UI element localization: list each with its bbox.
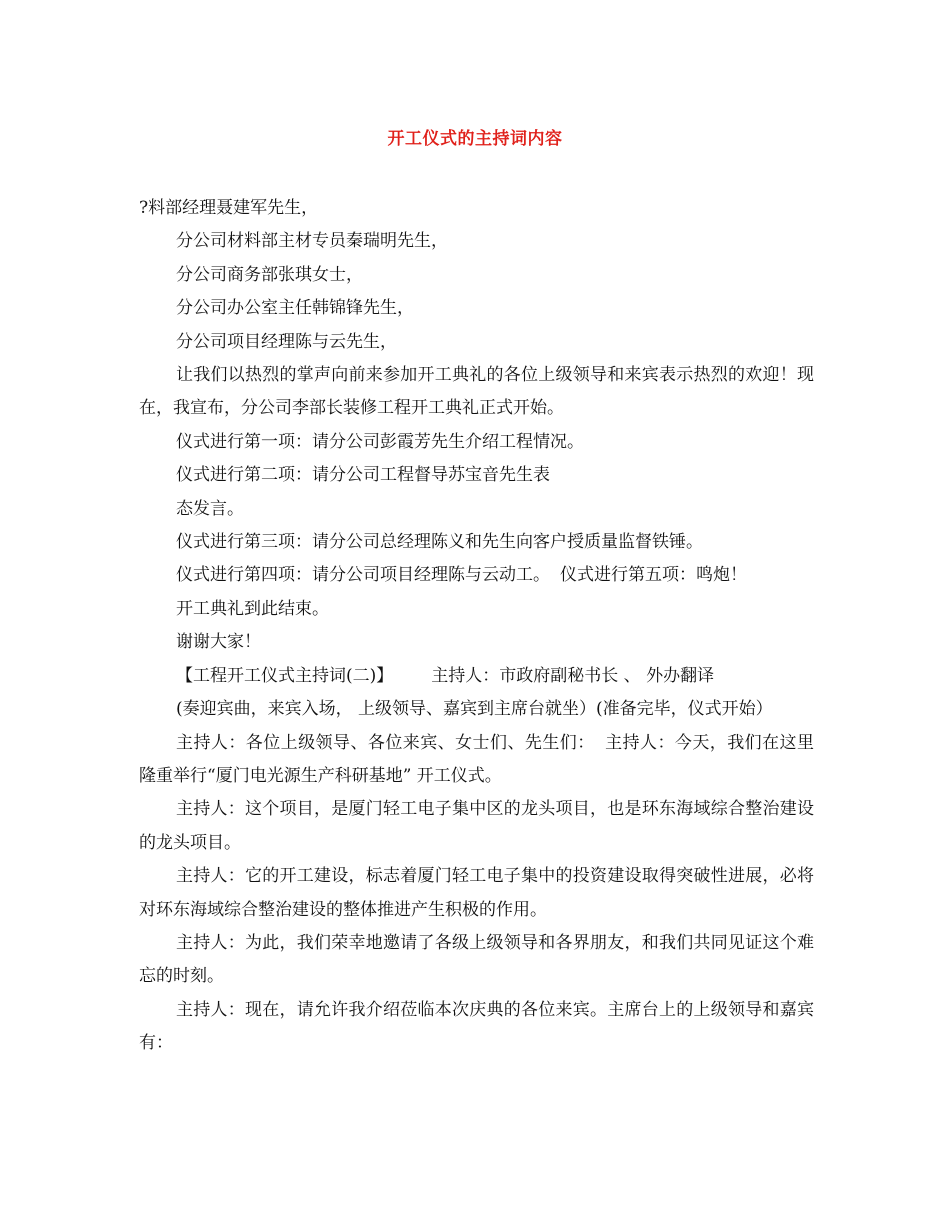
paragraph-row <box>139 559 814 592</box>
paragraph: 分公司项目经理陈与云先生， <box>176 331 397 352</box>
paragraph: 主持人：现在，请允许我介绍莅临本次庆典的各位来宾。主席台上的上级领导和嘉宾有： <box>139 999 814 1054</box>
paragraph: 分公司办公室主任韩锦锋先生， <box>176 298 414 319</box>
paragraph: 开工典礼到此结束。 <box>176 598 329 619</box>
document-title: 开工仪式的主持词内容 <box>387 129 563 149</box>
paragraph: 主持人：市政府副秘书长 、 外办翻译 <box>431 665 715 686</box>
paragraph: 谢谢大家！ <box>176 632 261 653</box>
paragraph: 分公司材料部主材专员秦瑞明先生， <box>176 231 448 252</box>
paragraph: 仪式进行第三项：请分公司总经理陈义和先生向客户授质量监督铁锤。 <box>176 532 703 553</box>
paragraph: 主持人：它的开工建设，标志着厦门轻工电子集中的投资建设取得突破性进展，必将对环东海域综合整治建设的整体推进产生积极的作用。 <box>139 866 814 920</box>
paragraph: 让我们以热烈的掌声向前来参加开工典礼的各位上级领导和来宾表示热烈的欢迎！现在，我宣布，分公司李部长装修工程开工典礼正式开始。 <box>139 365 814 419</box>
paragraph: 主持人：各位上级领导、各位来宾、女士们、先生们： <box>176 732 595 753</box>
paragraph: (奏迎宾曲，来宾入场， 上级领导、嘉宾到主席台就坐）(准备完毕，仪式开始） <box>176 699 773 720</box>
paragraph-row <box>139 660 814 693</box>
paragraph: 主持人：为此，我们荣幸地邀请了各级上级领导和各界朋友，和我们共同见证这个难忘的时刻。 <box>139 932 814 987</box>
paragraph: 分公司商务部张琪女士， <box>176 264 363 285</box>
section-heading: 【工程开工仪式主持词(二)】 <box>176 665 394 686</box>
document-body <box>139 192 814 1061</box>
paragraph-row <box>139 727 814 794</box>
paragraph: 仪式进行第四项：请分公司项目经理陈与云动工。 <box>176 565 550 586</box>
paragraph: 主持人：这个项目，是厦门轻工电子集中区的龙头项目，也是环东海域综合整治建设的龙头项目。 <box>139 799 814 853</box>
paragraph: 仪式进行第二项：请分公司工程督导苏宝音先生表 <box>176 465 550 486</box>
paragraph: 仪式进行第一项：请分公司彭霞芳先生介绍工程情况。 <box>176 431 584 452</box>
paragraph: 态发言。 <box>176 498 244 519</box>
paragraph: 主持人：今天，我们在这里隆重举行“厦门电光源生产科研基地” 开工仪式。 <box>139 732 815 786</box>
paragraph: 仪式进行第五项：鸣炮！ <box>560 565 747 586</box>
paragraph: ?料部经理聂建军先生， <box>139 198 319 218</box>
